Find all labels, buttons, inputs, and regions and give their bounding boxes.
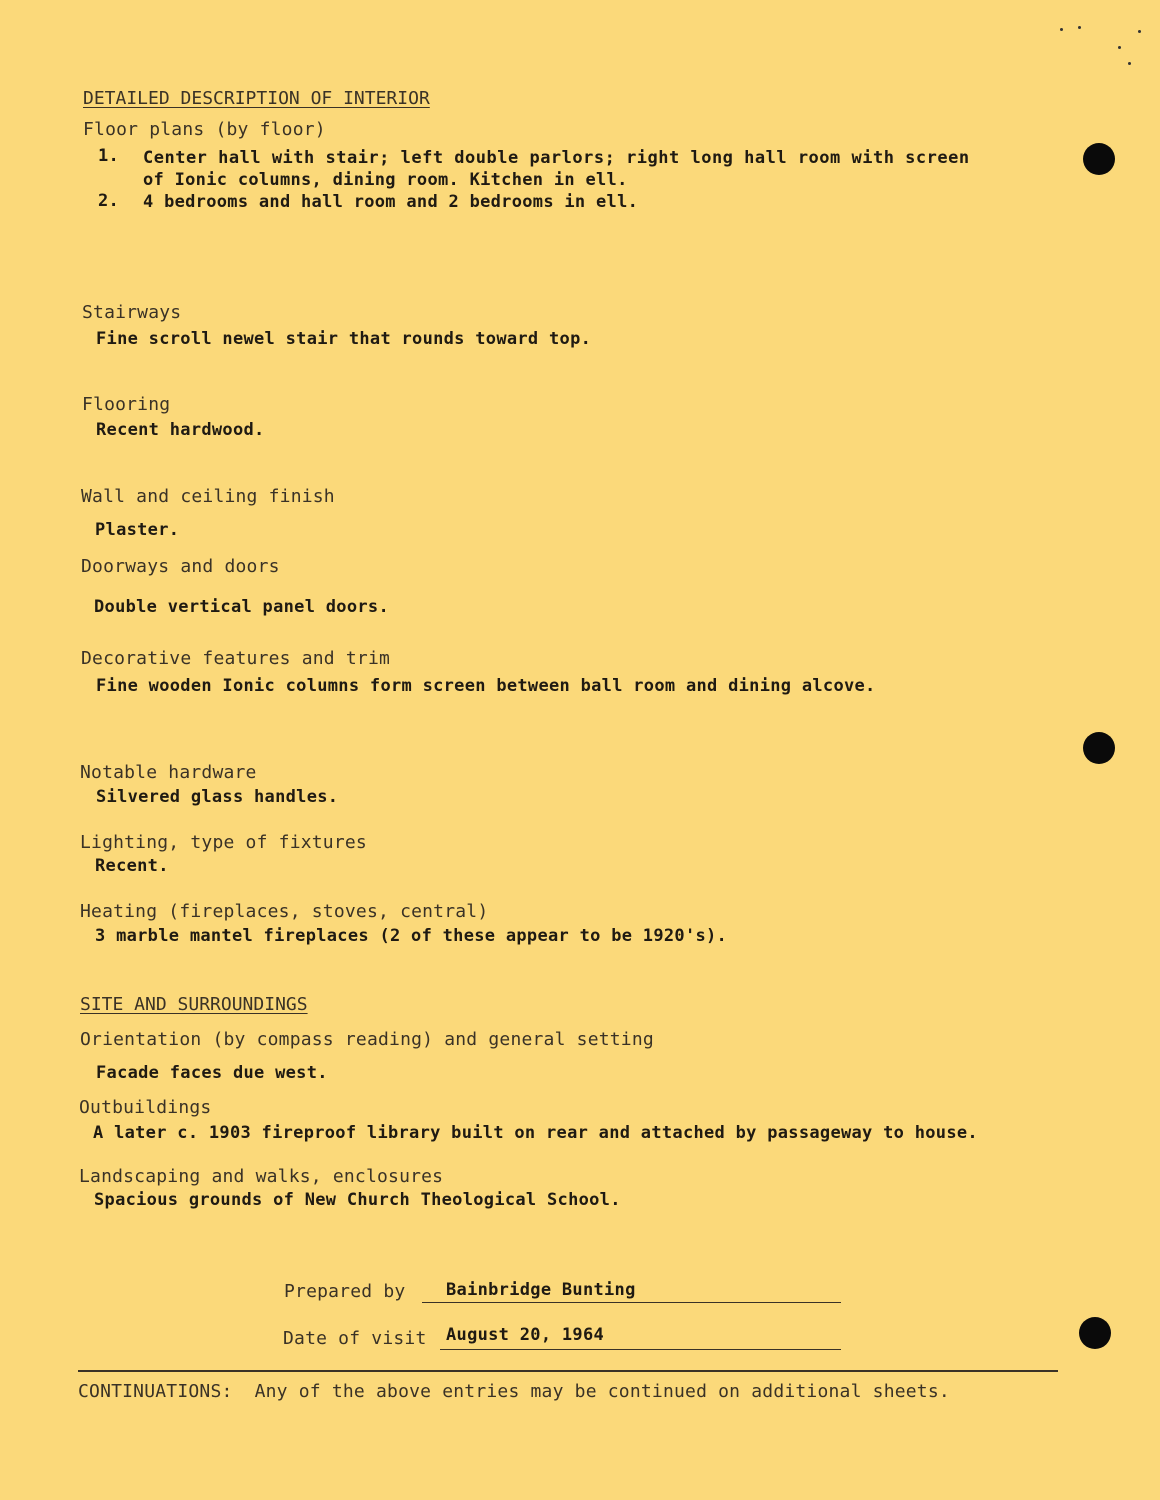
prepared-by-label: Prepared by	[284, 1281, 406, 1302]
site-heading: SITE AND SURROUNDINGS	[80, 994, 308, 1015]
flooring-value: Recent hardwood.	[96, 420, 265, 440]
decorative-label: Decorative features and trim	[81, 648, 391, 669]
lighting-label: Lighting, type of fixtures	[80, 832, 367, 853]
heating-label: Heating (fireplaces, stoves, central)	[80, 901, 489, 922]
punch-hole-bottom	[1079, 1317, 1111, 1349]
floor-1-line-2: of Ionic columns, dining room. Kitchen in ell.	[143, 170, 628, 190]
date-of-visit-line	[440, 1349, 841, 1350]
date-of-visit-value: August 20, 1964	[446, 1325, 605, 1345]
paper-speck	[1118, 46, 1121, 49]
stairways-label: Stairways	[82, 302, 182, 323]
floor-2-line-1: 4 bedrooms and hall room and 2 bedrooms in ell.	[143, 192, 639, 212]
hardware-value: Silvered glass handles.	[96, 787, 339, 807]
lighting-value: Recent.	[95, 856, 169, 876]
prepared-by-value: Bainbridge Bunting	[446, 1280, 636, 1300]
landscaping-label: Landscaping and walks, enclosures	[79, 1166, 444, 1187]
doorways-label: Doorways and doors	[81, 556, 280, 577]
continuations-note: CONTINUATIONS: Any of the above entries may be continued on additional sheets.	[78, 1381, 950, 1402]
punch-hole-top	[1083, 143, 1115, 175]
heating-value: 3 marble mantel fireplaces (2 of these appear to be 1920's).	[95, 926, 728, 946]
paper-speck	[1060, 28, 1063, 31]
outbuildings-value: A later c. 1903 fireproof library built on rear and attached by passageway to house.	[93, 1123, 978, 1143]
punch-hole-middle	[1083, 732, 1115, 764]
stairways-value: Fine scroll newel stair that rounds toward top.	[96, 329, 592, 349]
hardware-label: Notable hardware	[80, 762, 257, 783]
floor-2-number: 2.	[98, 191, 120, 211]
orientation-value: Facade faces due west.	[96, 1063, 328, 1083]
orientation-label: Orientation (by compass reading) and general setting	[80, 1029, 654, 1050]
date-of-visit-label: Date of visit	[283, 1328, 427, 1349]
wall-ceiling-value: Plaster.	[95, 520, 180, 540]
floor-1-line-1: Center hall with stair; left double parlors; right long hall room with screen	[143, 148, 970, 168]
footer-rule	[78, 1370, 1058, 1372]
landscaping-value: Spacious grounds of New Church Theological School.	[94, 1190, 621, 1210]
flooring-label: Flooring	[82, 394, 171, 415]
floor-1-number: 1.	[98, 146, 120, 166]
paper-speck	[1078, 26, 1081, 29]
floor-plans-label: Floor plans (by floor)	[83, 119, 326, 140]
interior-heading: DETAILED DESCRIPTION OF INTERIOR	[83, 88, 430, 109]
prepared-by-line	[422, 1302, 841, 1303]
doorways-value: Double vertical panel doors.	[94, 597, 389, 617]
outbuildings-label: Outbuildings	[79, 1097, 212, 1118]
paper-speck	[1138, 30, 1141, 33]
decorative-value: Fine wooden Ionic columns form screen between ball room and dining alcove.	[96, 676, 876, 696]
paper-speck	[1128, 62, 1131, 65]
wall-ceiling-label: Wall and ceiling finish	[81, 486, 335, 507]
